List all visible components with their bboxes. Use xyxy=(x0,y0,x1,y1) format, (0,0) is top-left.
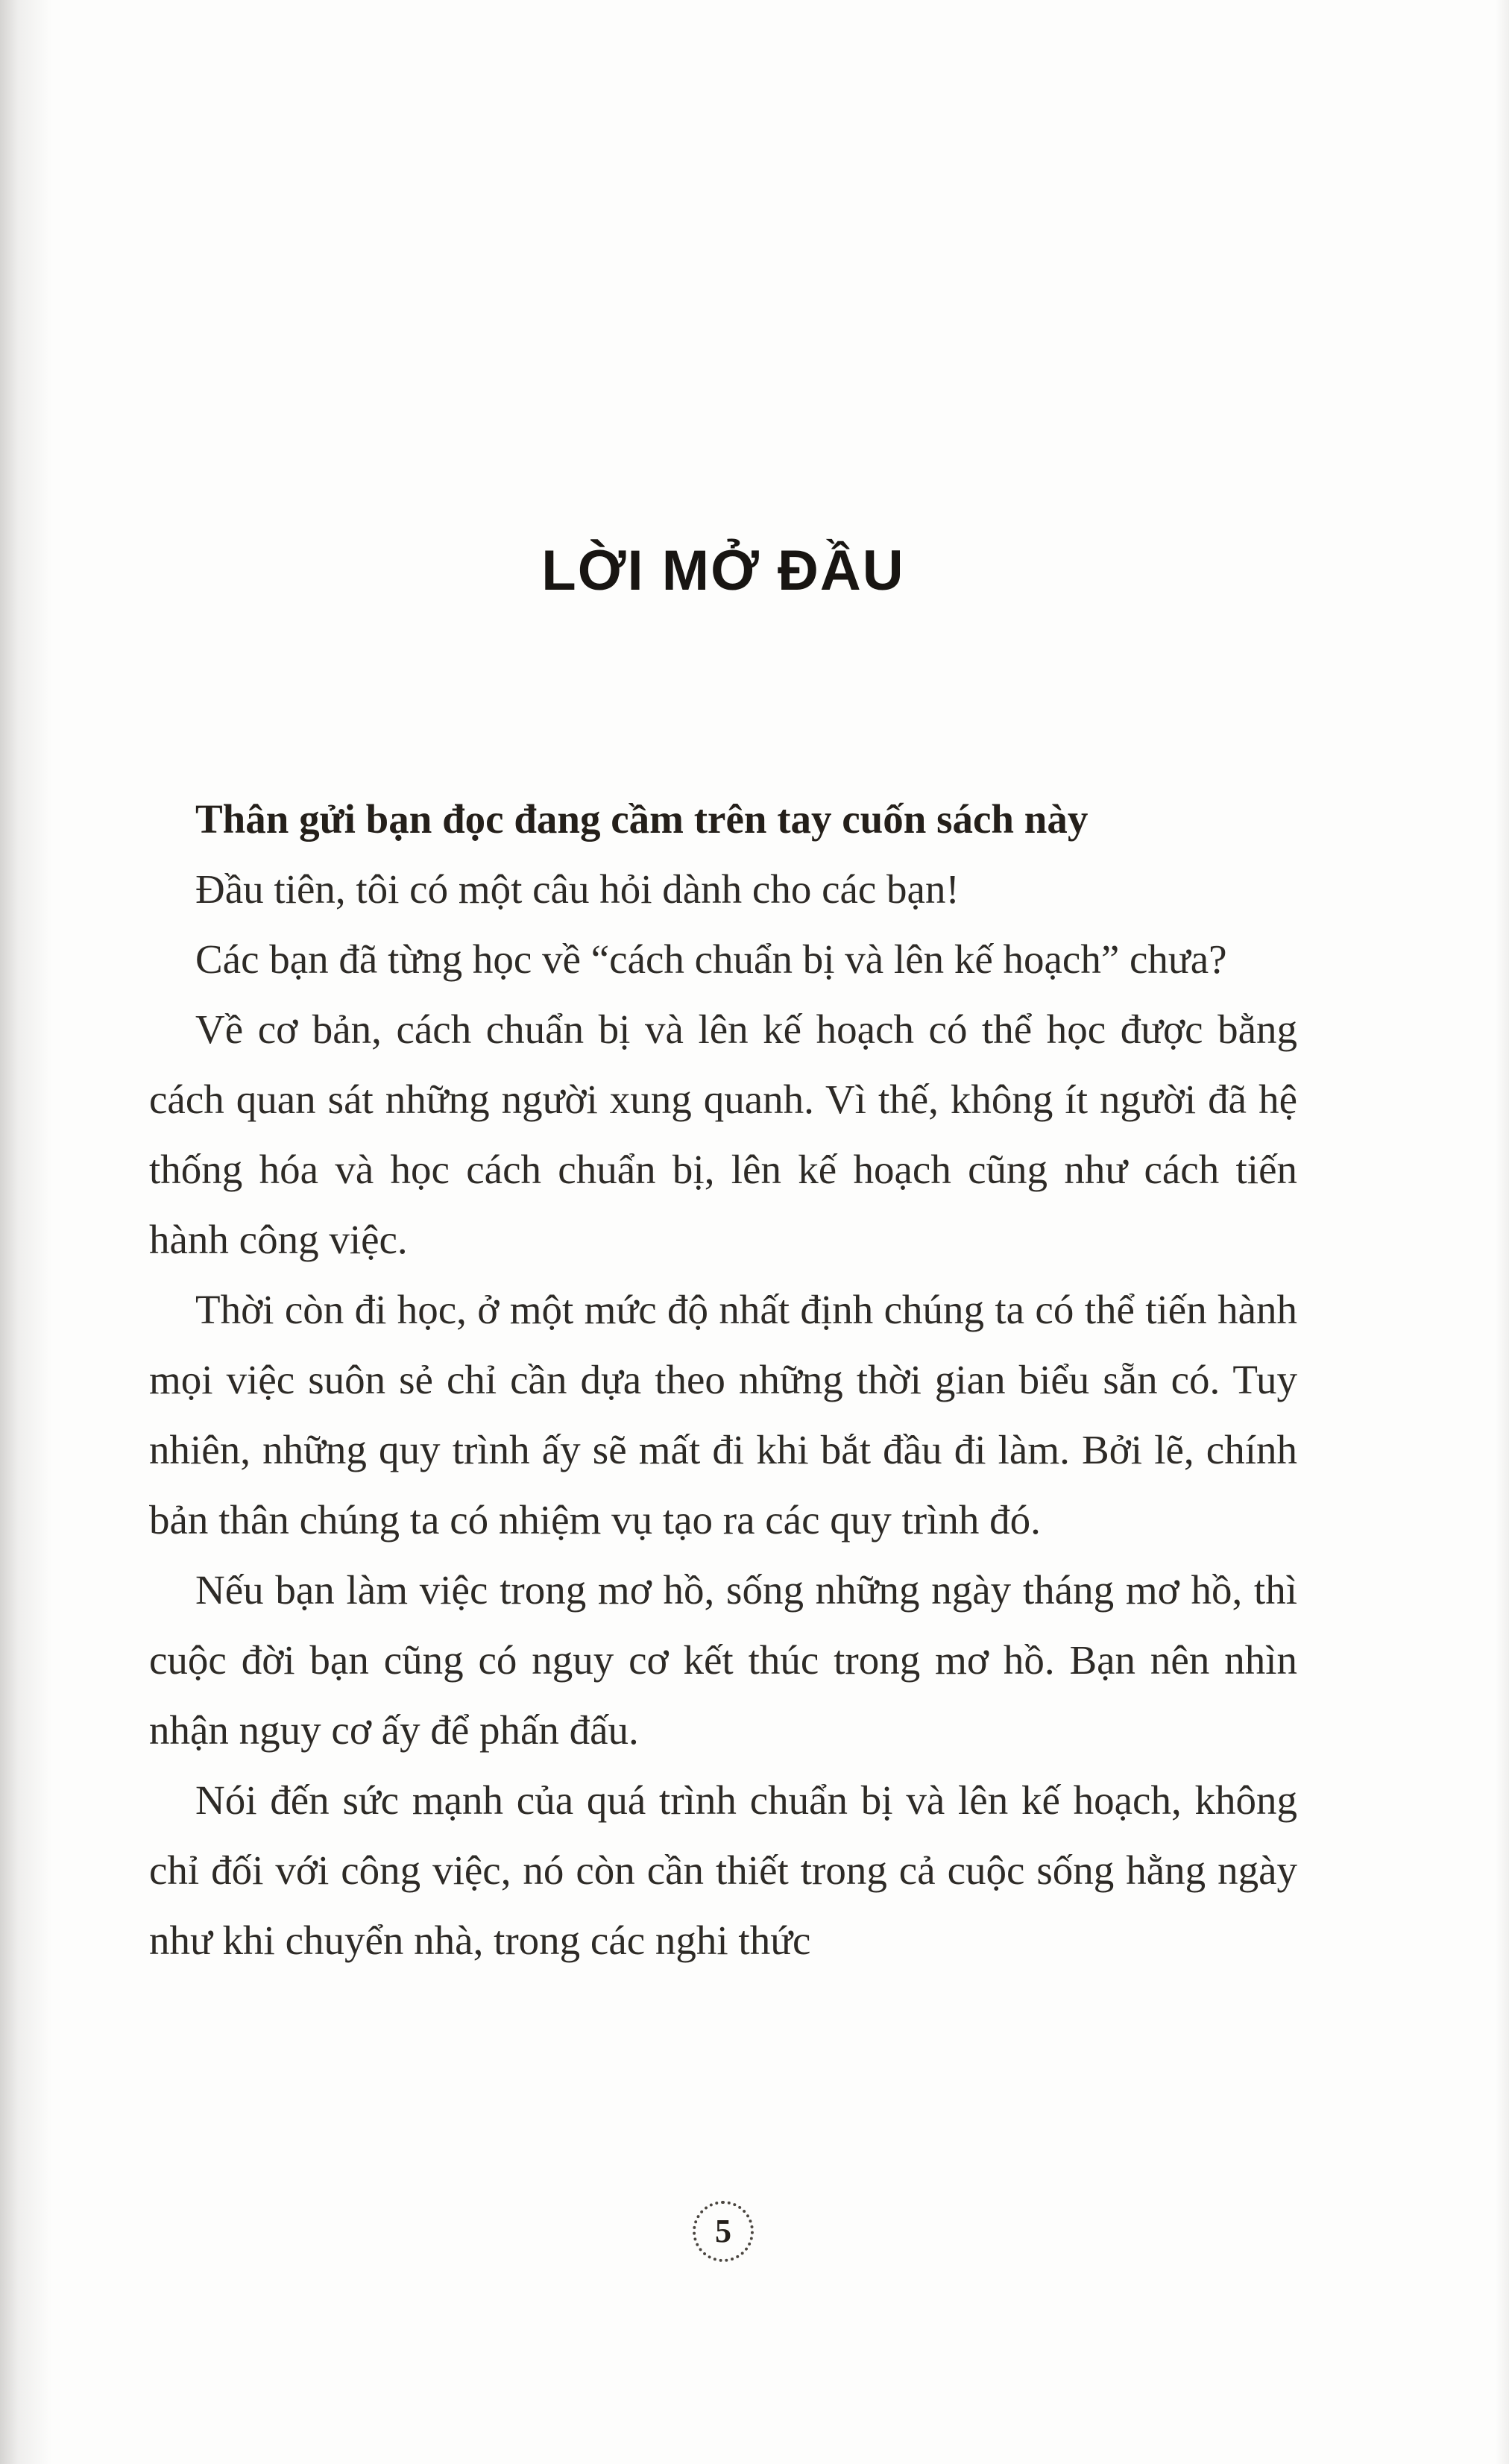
paragraph: Nếu bạn làm việc trong mơ hồ, sống những ngày tháng mơ hồ, thì cuộc đời bạn cũng có nguy cơ kết thúc trong mơ hồ. Bạn nên nhìn nhận nguy cơ ấy để phấn đấu. xyxy=(149,1567,1297,1753)
paragraph: Các bạn đã từng học về “cách chuẩn bị và lên kế hoạch” chưa? xyxy=(195,936,1227,982)
page-footer xyxy=(149,2201,1297,2262)
page-edge-shadow xyxy=(1496,0,1509,2464)
paragraph-salutation: Thân gửi bạn đọc đang cầm trên tay cuốn sách này xyxy=(195,796,1089,842)
paragraph: Nói đến sức mạnh của quá trình chuẩn bị và lên kế hoạch, không chỉ đối với công việc, nó còn cần thiết trong cả cuộc sống hằng ngày như khi chuyển nhà, trong các nghi thức xyxy=(149,1777,1297,1963)
page-number-badge xyxy=(693,2201,754,2262)
paragraph: Về cơ bản, cách chuẩn bị và lên kế hoạch có thể học được bằng cách quan sát những người xung quanh. Vì thế, không ít người đã hệ thống hóa và học cách chuẩn bị, lên kế hoạch cũng như cách tiến hành công việc. xyxy=(149,1006,1297,1262)
paragraph: Thời còn đi học, ở một mức độ nhất định chúng ta có thể tiến hành mọi việc suôn sẻ chỉ cần dựa theo những thời gian biểu sẵn có. Tuy nhiên, những quy trình ấy sẽ mất đi khi bắt đầu đi làm. Bởi lẽ, chính bản thân chúng ta có nhiệm vụ tạo ra các quy trình đó. xyxy=(149,1287,1297,1543)
page-gutter-shadow xyxy=(0,0,52,2464)
page-number: 5 xyxy=(715,2213,731,2249)
body-text xyxy=(149,784,1297,1976)
paragraph: Đầu tiên, tôi có một câu hỏi dành cho các bạn! xyxy=(195,866,960,912)
page-title: LỜI MỞ ĐẦU xyxy=(541,539,905,602)
